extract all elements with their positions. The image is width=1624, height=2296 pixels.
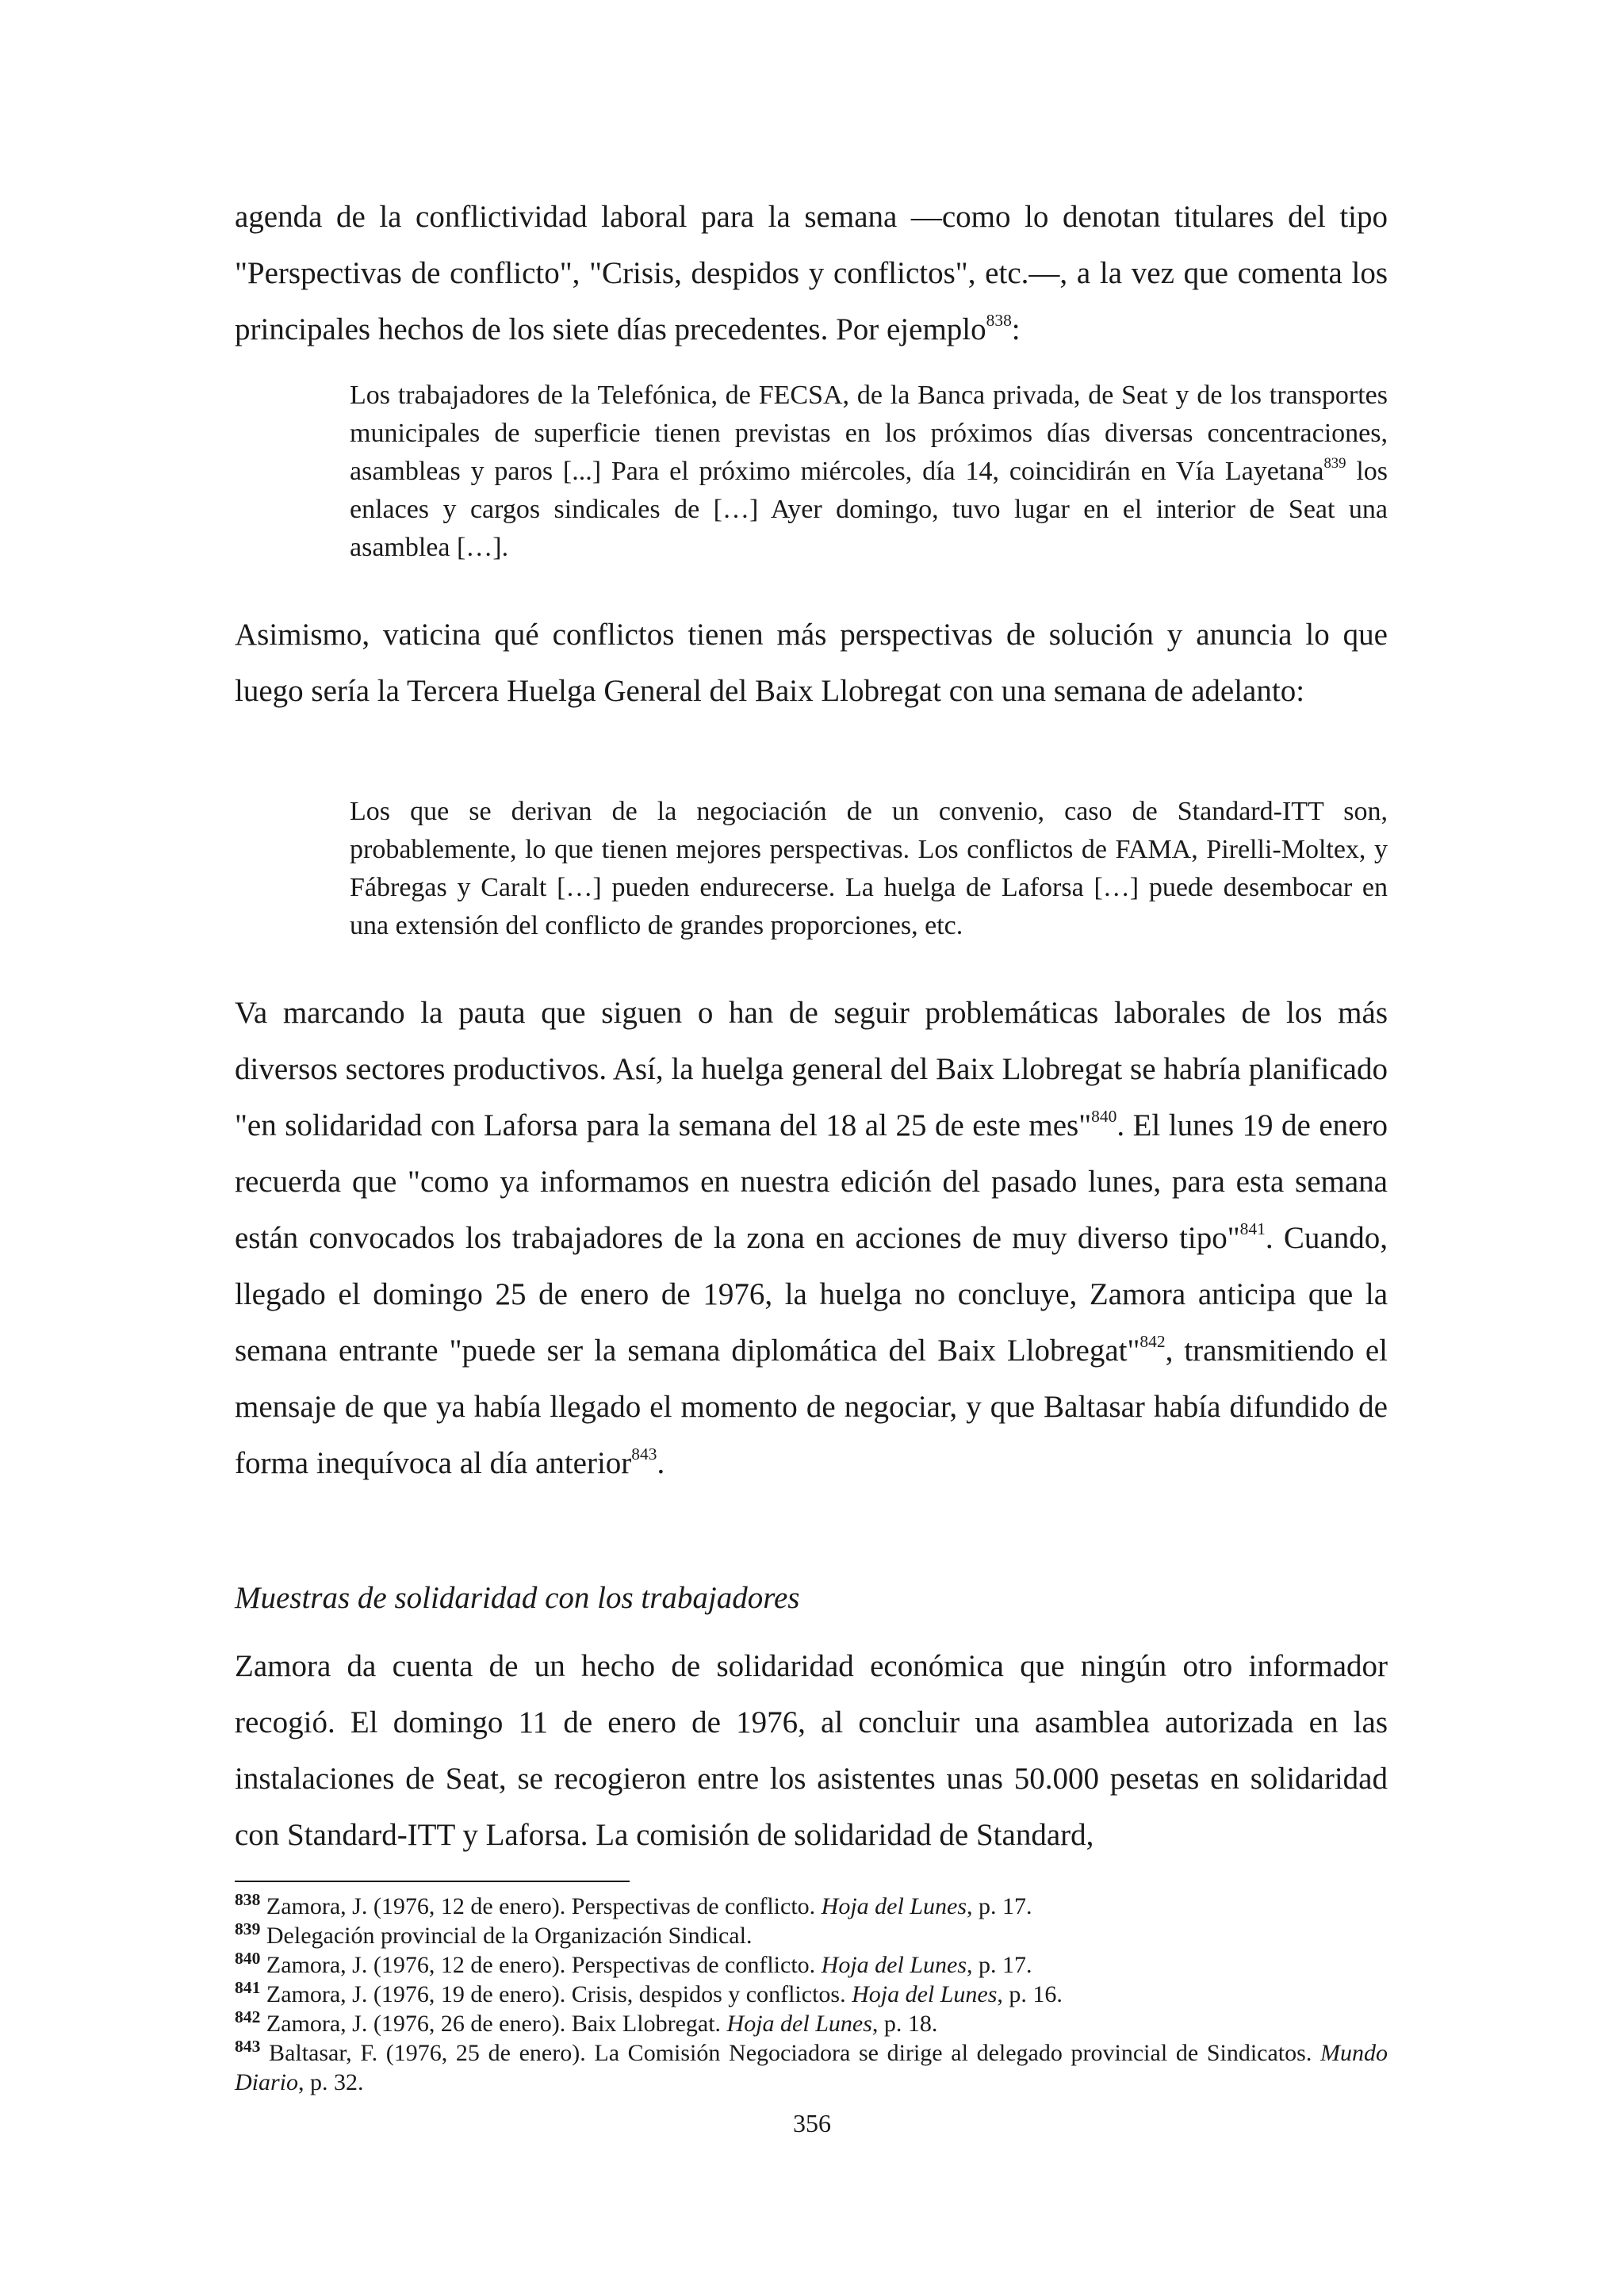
paragraph-3-text-b: . El lunes 19 de enero recuerda que "como ya informamos en nuestra edición del pasado lunes, para esta semana están convocados los trabajadores de la zona en acciones de muy diverso tipo" bbox=[235, 1108, 1388, 1255]
footnote-page: , p. 18. bbox=[871, 2011, 938, 2037]
footnote-839 bbox=[235, 1921, 1388, 1950]
footnote-source: Hoja del Lunes bbox=[726, 2011, 872, 2037]
footnote-number: 842 bbox=[235, 2007, 261, 2026]
paragraph-1-text: agenda de la conflictividad laboral para la semana —como lo denotan titulares del tipo "Perspectivas de conflicto", "Crisis, despidos y conflictos", etc.—, a la vez que comenta los principales hechos de los siete días precedentes. Por ejemplo bbox=[235, 200, 1388, 346]
paragraph-2-text: Asimismo, vaticina qué conflictos tienen más perspectivas de solución y anuncia lo que luego sería la Tercera Huelga General del Baix Llobregat con una semana de adelanto: bbox=[235, 618, 1388, 708]
block-quote-1 bbox=[350, 377, 1388, 567]
paragraph-3-text-e: . bbox=[657, 1446, 665, 1480]
footnote-source: Hoja del Lunes bbox=[821, 1952, 967, 1978]
paragraph-2 bbox=[235, 607, 1388, 719]
footnote-text: Baltasar, F. (1976, 25 de enero). La Comisión Negociadora se dirige al delegado provincial de Sindicatos. bbox=[260, 2040, 1320, 2066]
footnote-ref-843: 843 bbox=[631, 1444, 657, 1464]
footnote-source: Hoja del Lunes bbox=[852, 1981, 998, 2007]
footnote-ref-842: 842 bbox=[1139, 1331, 1166, 1351]
footnote-838 bbox=[235, 1892, 1388, 1921]
block-quote-1-text: Los trabajadores de la Telefónica, de FECSA, de la Banca privada, de Seat y de los transportes municipales de superficie tienen previstas en los próximos días diversas concentraciones, asambleas y paros [...] Para el próximo miércoles, día 14, coincidirán en Vía Layetana bbox=[350, 381, 1388, 486]
footnote-number: 839 bbox=[235, 1919, 261, 1938]
footnote-text: Zamora, J. (1976, 26 de enero). Baix Llobregat. bbox=[260, 2011, 727, 2037]
footnote-page: , p. 16. bbox=[997, 1981, 1063, 2007]
footnote-page: , p. 17. bbox=[967, 1952, 1032, 1978]
footnote-separator bbox=[235, 1881, 630, 1882]
footnote-page: , p. 32. bbox=[298, 2069, 364, 2095]
footnote-text: Delegación provincial de la Organización Sindical. bbox=[260, 1923, 753, 1949]
paragraph-4 bbox=[235, 1638, 1388, 1863]
footnote-ref-839: 839 bbox=[1323, 454, 1346, 472]
footnote-ref-841: 841 bbox=[1239, 1219, 1266, 1238]
section-heading: Muestras de solidaridad con los trabajadores bbox=[235, 1581, 800, 1615]
footnote-ref-838: 838 bbox=[986, 310, 1012, 330]
paragraph-3 bbox=[235, 985, 1388, 1491]
footnote-number: 840 bbox=[235, 1949, 261, 1968]
footnote-text: Zamora, J. (1976, 12 de enero). Perspectivas de conflicto. bbox=[260, 1893, 822, 1919]
footnote-841 bbox=[235, 1980, 1388, 2009]
paragraph-3-text-c: . Cuando, llegado el domingo 25 de enero de 1976, la huelga no concluye, Zamora anticipa que la semana entrante "puede ser la semana diplomática del Baix Llobregat" bbox=[235, 1221, 1388, 1368]
footnote-text: Zamora, J. (1976, 19 de enero). Crisis, despidos y conflictos. bbox=[260, 1981, 852, 2007]
footnote-page: , p. 17. bbox=[967, 1893, 1032, 1919]
footnote-source: Mundo Diario bbox=[235, 2040, 1388, 2095]
footnote-number: 838 bbox=[235, 1890, 261, 1909]
footnote-840 bbox=[235, 1950, 1388, 1980]
footnote-source: Hoja del Lunes bbox=[821, 1893, 967, 1919]
footnote-843 bbox=[235, 2038, 1388, 2097]
page-number: 356 bbox=[793, 2109, 831, 2137]
paragraph-3-text-d: , transmitiendo el mensaje de que ya había llegado el momento de negociar, y que Baltasar había difundido de forma inequívoca al día anterior bbox=[235, 1334, 1388, 1480]
paragraph-1 bbox=[235, 189, 1388, 358]
paragraph-1-text-end: : bbox=[1011, 312, 1021, 346]
footnote-ref-840: 840 bbox=[1091, 1106, 1117, 1126]
footnote-text: Zamora, J. (1976, 12 de enero). Perspectivas de conflicto. bbox=[260, 1952, 822, 1978]
paragraph-3-text-a: Va marcando la pauta que siguen o han de seguir problemáticas laborales de los más diversos sectores productivos. Así, la huelga general del Baix Llobregat se habría planificado "en solidaridad con Laforsa para la semana del 18 al 25 de este mes" bbox=[235, 996, 1388, 1142]
block-quote-1-text-end: los enlaces y cargos sindicales de […] Ayer domingo, tuvo lugar en el interior de Seat una asamblea […]. bbox=[350, 457, 1388, 562]
block-quote-2 bbox=[350, 793, 1388, 945]
footnote-number: 843 bbox=[235, 2037, 261, 2056]
paragraph-4-text: Zamora da cuenta de un hecho de solidaridad económica que ningún otro informador recogió. El domingo 11 de enero de 1976, al concluir una asamblea autorizada en las instalaciones de Seat, se recogieron entre los asistentes unas 50.000 pesetas en solidaridad con Standard-ITT y Laforsa. La comisión de solidaridad de Standard, bbox=[235, 1649, 1388, 1852]
footnotes bbox=[235, 1892, 1388, 2097]
footnote-number: 841 bbox=[235, 1978, 261, 1997]
block-quote-2-text: Los que se derivan de la negociación de un convenio, caso de Standard-ITT son, probablemente, lo que tienen mejores perspectivas. Los conflictos de FAMA, Pirelli-Moltex, y Fábregas y Caralt […] pueden endurecerse. La huelga de Laforsa […] puede desembocar en una extensión del conflicto de grandes proporciones, etc. bbox=[350, 797, 1388, 940]
footnote-842 bbox=[235, 2009, 1388, 2038]
